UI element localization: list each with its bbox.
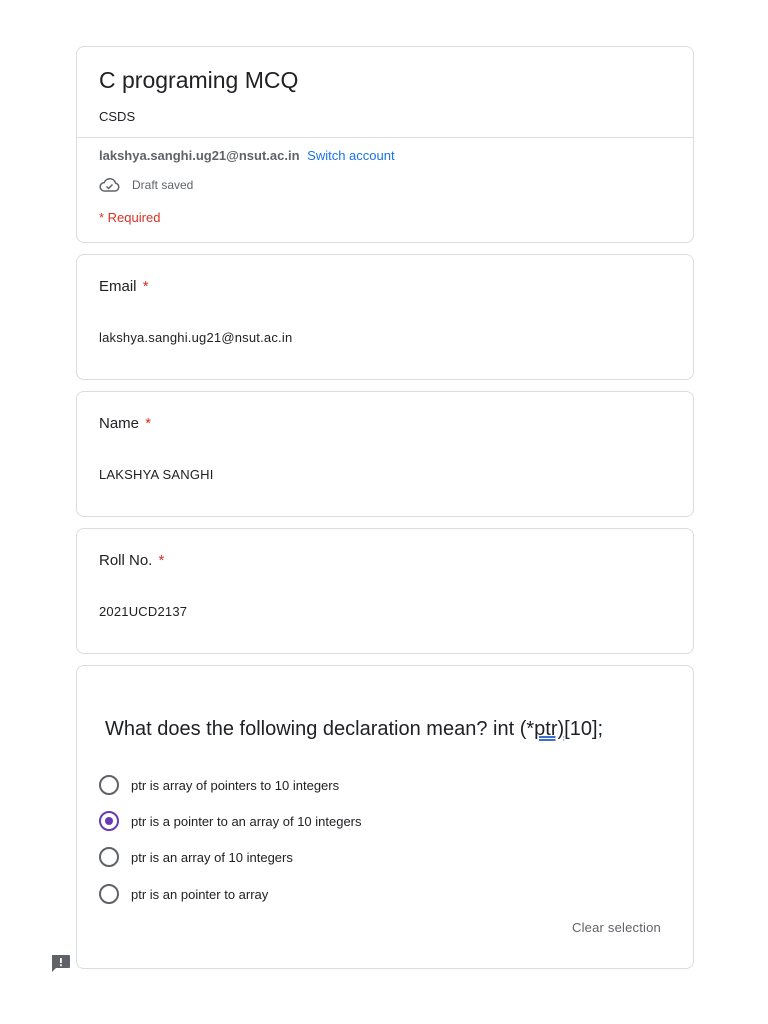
required-star: * (145, 415, 152, 432)
switch-account-link[interactable]: Switch account (307, 148, 395, 163)
email-label-text: Email (99, 278, 137, 295)
radio-button[interactable] (99, 847, 119, 867)
radio-button[interactable] (99, 884, 119, 904)
roll-card (76, 528, 694, 654)
question-text-end: [10]; (564, 718, 604, 740)
required-star: * (158, 552, 165, 569)
roll-label (99, 552, 164, 569)
radio-button[interactable] (99, 811, 119, 831)
draft-status-text: Draft saved (132, 178, 194, 192)
form-header-card (76, 46, 694, 243)
account-email: lakshya.sanghi.ug21@nsut.ac.in (99, 148, 300, 163)
option-1[interactable] (99, 775, 339, 795)
required-star: * (142, 278, 149, 295)
name-label-text: Name (99, 415, 140, 432)
clear-selection-button[interactable]: Clear selection (572, 920, 661, 935)
option-3[interactable] (99, 847, 293, 867)
form-description: CSDS (99, 109, 136, 124)
option-4[interactable] (99, 884, 268, 904)
account-row (99, 148, 395, 163)
email-value: lakshya.sanghi.ug21@nsut.ac.in (99, 330, 293, 345)
name-label (99, 415, 151, 432)
option-label: ptr is an array of 10 integers (131, 849, 293, 865)
required-note: * Required (99, 210, 161, 225)
roll-value[interactable]: 2021UCD2137 (99, 604, 188, 619)
option-2[interactable] (99, 811, 362, 831)
question-text (105, 718, 603, 741)
draft-status (99, 178, 193, 192)
name-value[interactable]: LAKSHYA SANGHI (99, 467, 214, 482)
form-header-top (77, 47, 693, 138)
radio-button[interactable] (99, 775, 119, 795)
form-title: C programing MCQ (99, 67, 299, 93)
option-label: ptr is array of pointers to 10 integers (131, 777, 340, 793)
email-label (99, 278, 149, 295)
option-label: ptr is an pointer to array (131, 886, 269, 902)
name-card (76, 391, 694, 517)
option-label: ptr is a pointer to an array of 10 integers (131, 813, 362, 829)
question-text-start: What does the following declaration mean? int (* (105, 718, 535, 740)
cloud-check-icon (99, 178, 120, 192)
feedback-icon[interactable] (50, 954, 71, 973)
question-card (76, 665, 694, 969)
roll-label-text: Roll No. (99, 552, 153, 569)
email-card (76, 254, 694, 380)
question-text-underlined: ptr) (534, 718, 565, 740)
